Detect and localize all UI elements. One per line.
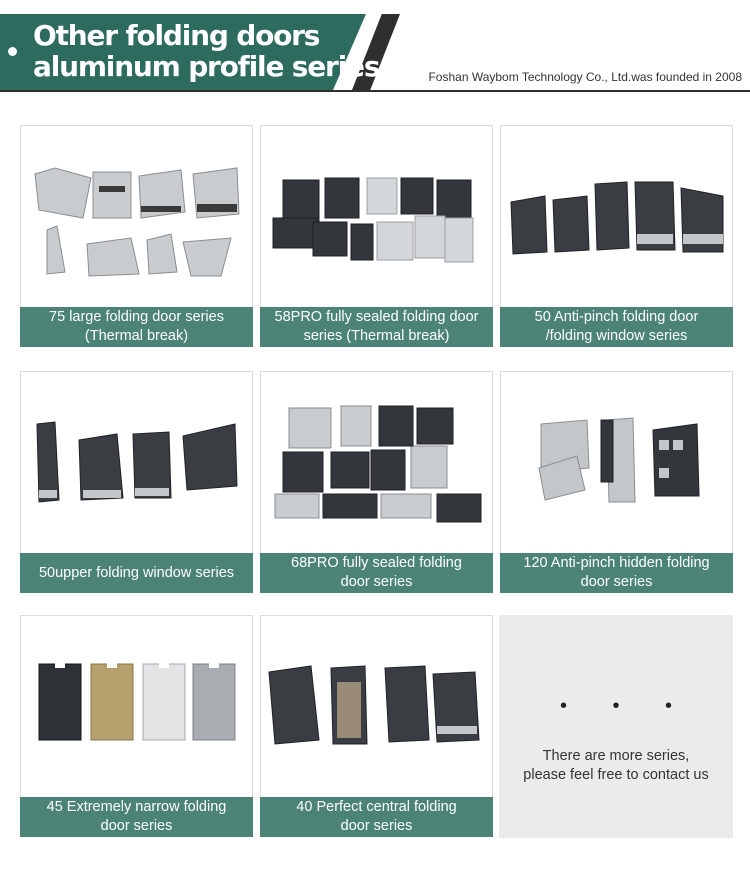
- product-card[interactable]: [500, 125, 733, 347]
- caption-line-1: 75 large folding door series: [49, 309, 224, 325]
- product-caption: [20, 797, 253, 837]
- product-card[interactable]: [500, 371, 733, 593]
- product-caption: [500, 307, 733, 347]
- product-caption: [500, 553, 733, 593]
- caption-line-2: (Thermal break): [84, 328, 189, 344]
- title-line-1: Other folding doors: [33, 19, 320, 52]
- page-title: [33, 20, 379, 82]
- header: [0, 0, 750, 96]
- caption-line-2: series (Thermal break): [303, 328, 450, 344]
- product-image: [21, 372, 252, 554]
- product-card[interactable]: [20, 371, 253, 593]
- caption-line-2: door series: [340, 574, 413, 590]
- product-image: [261, 372, 492, 554]
- product-caption: [20, 553, 253, 593]
- product-caption: [260, 553, 493, 593]
- product-image: [261, 126, 492, 308]
- caption-line-1: 50 Anti-pinch folding door: [534, 309, 699, 325]
- caption-line-1: 58PRO fully sealed folding door: [274, 309, 479, 325]
- bullet-icon: [8, 47, 17, 56]
- product-card[interactable]: [20, 615, 253, 837]
- title-line-2: aluminum profile series: [33, 50, 380, 83]
- product-image: [21, 616, 252, 798]
- caption-line-2: /folding window series: [545, 328, 688, 344]
- caption-line-1: 120 Anti-pinch hidden folding: [523, 555, 710, 571]
- product-image: [501, 126, 732, 308]
- product-card[interactable]: [260, 615, 493, 837]
- caption-line-1: 68PRO fully sealed folding: [291, 555, 462, 571]
- more-series-text: [499, 747, 733, 785]
- product-image: [261, 616, 492, 798]
- caption-line-2: door series: [100, 818, 173, 834]
- product-caption: [260, 307, 493, 347]
- caption-line-2: door series: [580, 574, 653, 590]
- product-card[interactable]: [260, 125, 493, 347]
- caption-line-1: 50upper folding window series: [38, 564, 235, 581]
- header-divider: [0, 90, 750, 92]
- caption-line-1: 45 Extremely narrow folding: [46, 799, 227, 815]
- product-caption: [20, 307, 253, 347]
- more-series-panel[interactable]: [499, 615, 733, 838]
- caption-line-2: door series: [340, 818, 413, 834]
- more-dots-icon: • • •: [559, 695, 693, 717]
- company-tagline: Foshan Waybom Technology Co., Ltd.was founded in 2008: [428, 70, 742, 84]
- product-image: [501, 372, 732, 554]
- caption-line-1: 40 Perfect central folding: [296, 799, 457, 815]
- product-card[interactable]: [20, 125, 253, 347]
- more-line-1: There are more series,: [542, 748, 690, 764]
- product-caption: [260, 797, 493, 837]
- more-line-2: please feel free to contact us: [523, 767, 709, 783]
- product-card[interactable]: [260, 371, 493, 593]
- product-image: [21, 126, 252, 308]
